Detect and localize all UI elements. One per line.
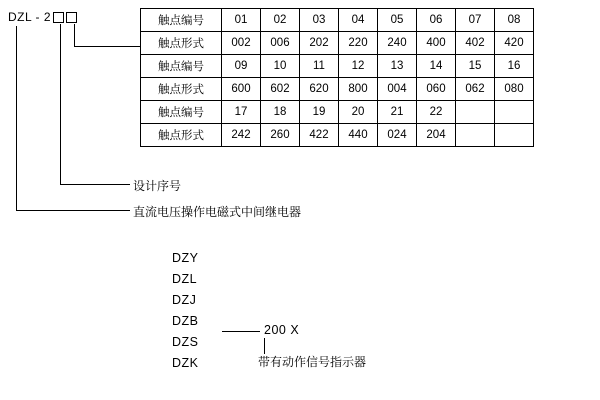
table-cell: 05	[378, 9, 417, 32]
table-cell: 21	[378, 101, 417, 124]
table-cell: 10	[261, 55, 300, 78]
row-header: 触点编号	[141, 55, 222, 78]
row-header: 触点编号	[141, 9, 222, 32]
table-cell: 800	[339, 78, 378, 101]
table-row	[141, 9, 534, 32]
contact-table-body	[141, 9, 534, 147]
table-cell: 18	[261, 101, 300, 124]
table-cell: 242	[222, 124, 261, 147]
table-row	[141, 78, 534, 101]
series-item: DZS	[172, 335, 199, 349]
series-suffix: 200 X	[264, 323, 300, 337]
series-item: DZB	[172, 314, 199, 328]
table-cell: 006	[261, 32, 300, 55]
callout-design-number: 设计序号	[133, 179, 182, 193]
table-cell: 16	[495, 55, 534, 78]
row-header: 触点编号	[141, 101, 222, 124]
table-cell: 060	[417, 78, 456, 101]
table-cell: 420	[495, 32, 534, 55]
series-note-leader-line	[264, 338, 265, 354]
leader-line-design-horizontal	[60, 184, 130, 185]
contact-table	[140, 8, 534, 147]
row-header: 触点形式	[141, 78, 222, 101]
model-code-box-2	[66, 12, 77, 23]
table-cell: 220	[339, 32, 378, 55]
table-cell: 11	[300, 55, 339, 78]
series-item: DZL	[172, 272, 198, 286]
leader-line-device-vertical	[16, 26, 17, 210]
table-cell: 01	[222, 9, 261, 32]
table-cell: 062	[456, 78, 495, 101]
table-cell: 20	[339, 101, 378, 124]
table-cell: 240	[378, 32, 417, 55]
table-cell: 03	[300, 9, 339, 32]
row-header: 触点形式	[141, 124, 222, 147]
callout-device-name: 直流电压操作电磁式中间继电器	[133, 205, 302, 219]
model-code	[8, 10, 77, 24]
table-cell: 004	[378, 78, 417, 101]
table-cell: 260	[261, 124, 300, 147]
series-item: DZJ	[172, 293, 197, 307]
table-cell: 08	[495, 9, 534, 32]
table-cell: 15	[456, 55, 495, 78]
table-cell: 19	[300, 101, 339, 124]
table-cell: 002	[222, 32, 261, 55]
table-cell-empty	[456, 101, 495, 124]
table-cell: 080	[495, 78, 534, 101]
table-cell: 202	[300, 32, 339, 55]
table-cell: 09	[222, 55, 261, 78]
table-row	[141, 32, 534, 55]
table-row	[141, 55, 534, 78]
table-cell: 204	[417, 124, 456, 147]
leader-line-design-vertical	[60, 24, 61, 184]
leader-line-device-horizontal	[16, 210, 130, 211]
row-header: 触点形式	[141, 32, 222, 55]
table-row	[141, 124, 534, 147]
table-cell: 440	[339, 124, 378, 147]
model-code-prefix: DZL - 2	[8, 10, 52, 24]
table-cell: 620	[300, 78, 339, 101]
table-row	[141, 101, 534, 124]
model-code-box-1	[53, 12, 64, 23]
table-cell-empty	[495, 101, 534, 124]
table-cell: 06	[417, 9, 456, 32]
table-cell: 04	[339, 9, 378, 32]
table-cell: 17	[222, 101, 261, 124]
series-note: 带有动作信号指示器	[258, 355, 367, 369]
table-cell: 12	[339, 55, 378, 78]
contact-table-wrap	[140, 8, 534, 147]
table-cell-empty	[495, 124, 534, 147]
leader-line-contacts-horizontal	[74, 46, 141, 47]
table-cell: 02	[261, 9, 300, 32]
table-cell: 024	[378, 124, 417, 147]
table-cell-empty	[456, 124, 495, 147]
table-cell: 14	[417, 55, 456, 78]
series-connector-line	[222, 331, 260, 332]
table-cell: 07	[456, 9, 495, 32]
leader-line-contacts-vertical	[74, 24, 75, 46]
series-item: DZK	[172, 356, 199, 370]
table-cell: 422	[300, 124, 339, 147]
table-cell: 602	[261, 78, 300, 101]
table-cell: 22	[417, 101, 456, 124]
table-cell: 402	[456, 32, 495, 55]
table-cell: 13	[378, 55, 417, 78]
table-cell: 400	[417, 32, 456, 55]
series-list	[172, 248, 199, 374]
table-cell: 600	[222, 78, 261, 101]
series-item: DZY	[172, 251, 199, 265]
